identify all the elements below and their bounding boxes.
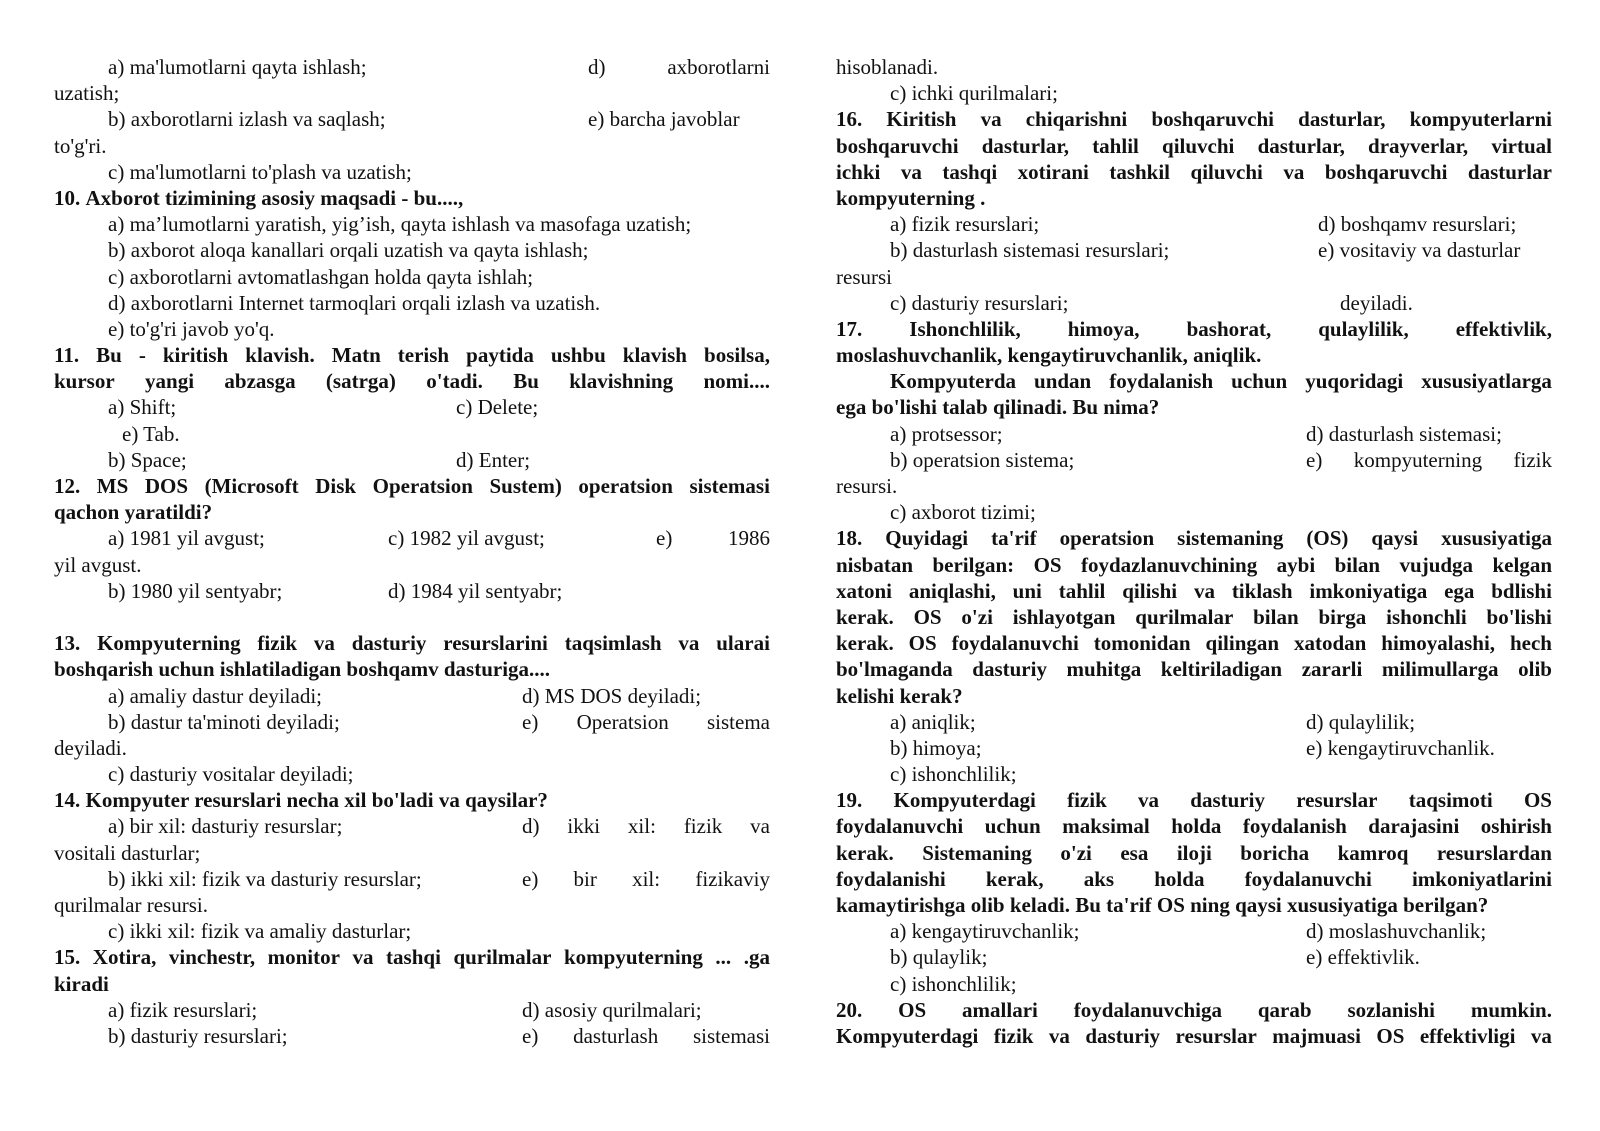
answer-continuation: yil avgust. <box>54 552 142 577</box>
option-b: b) 1980 yil sentyabr; <box>108 578 283 603</box>
answer-line <box>836 735 1552 761</box>
option-c: c) Delete; <box>456 395 539 420</box>
question-12-line-1: 12. MS DOS (Microsoft Disk Operatsion Sustem) operatsion sistemasi <box>54 474 770 498</box>
question-15-line-1: 15. Xotira, vinchestr, monitor va tashqi qurilmalar kompyuterning ... .ga <box>54 945 770 970</box>
option-a: a) ma'lumotlarni qayta ishlash; <box>108 55 367 79</box>
answer-continuation: uzatish; <box>54 81 120 106</box>
option-c: c) ikki xil: fizik va amaliy dasturlar; <box>108 919 412 944</box>
answer-line <box>836 211 1552 237</box>
answer-line <box>54 709 770 735</box>
option-a: a) fizik resurslari; <box>890 212 1040 237</box>
question-17-line-3: Kompyuterda undan foydalanish uchun yuqoridagi xususiyatlarga <box>890 369 1552 394</box>
answer-line <box>54 997 770 1023</box>
option-c: c) 1982 yil avgust; <box>388 526 545 551</box>
question-18-line-7: kelishi kerak? <box>836 683 963 708</box>
option-b: b) dasturiy resurslari; <box>108 1023 288 1048</box>
option-c: c) ishonchlilik; <box>890 762 1017 787</box>
answer-continuation: hisoblanadi. <box>836 55 939 79</box>
answer-continuation: to'g'ri. <box>54 133 107 158</box>
option-b: b) ikki xil: fizik va dasturiy resurslar; <box>108 866 422 891</box>
option-d-text: axborotlarni <box>667 55 770 79</box>
option-a: a) amaliy dastur deyiladi; <box>108 683 323 708</box>
question-10: 10. Axborot tizimining asosiy maqsadi - bu...., <box>54 185 464 210</box>
answer-continuation: resursi <box>836 264 892 289</box>
question-15-line-2: kiradi <box>54 971 109 996</box>
answer-line <box>836 421 1552 447</box>
question-19-line-4: foydalanishi kerak, aks holda foydalanuvchi imkoniyatlarini <box>836 866 1552 891</box>
question-16-line-3: ichki va tashqi xotirani tashkil qiluvchi va boshqaruvchi dasturlar <box>836 159 1552 184</box>
option-c: c) axborotlarni avtomatlashgan holda qayta ishlah; <box>108 264 534 289</box>
question-18-line-2: nisbatan berilgan: OS foydazlanuvchining aybi bilan vujudga kelgan <box>836 552 1552 577</box>
option-d: d) axborotlarni Internet tarmoqlari orqali izlash va uzatish. <box>108 290 601 315</box>
option-e: e) bir xil: fizikaviy <box>522 866 770 891</box>
answer-line <box>54 54 770 80</box>
question-18-line-4: kerak. OS o'zi ishlayotgan qurilmalar bilan birga ishonchli bo'lishi <box>836 604 1552 629</box>
option-b: b) axborotlarni izlash va saqlash; <box>108 107 386 132</box>
option-c: c) ma'lumotlarni to'plash va uzatish; <box>108 159 412 184</box>
question-19-line-1: 19. Kompyuterdagi fizik va dasturiy resurslar taqsimoti OS <box>836 788 1552 813</box>
option-e: e) dasturlash sistemasi <box>522 1023 770 1048</box>
option-b: b) qulaylik; <box>890 945 988 970</box>
question-19-line-3: kerak. Sistemaning o'zi esa iloji boricha kamroq resurslardan <box>836 840 1552 865</box>
answer-continuation: resursi. <box>836 474 898 498</box>
question-12-line-2: qachon yaratildi? <box>54 500 213 525</box>
question-20-line-2: Kompyuterdagi fizik va dasturiy resurslar majmuasi OS effektivligi va <box>836 1023 1552 1048</box>
option-c: c) dasturiy resurslari; <box>890 290 1069 315</box>
option-b: b) axborot aloqa kanallari orqali uzatish va qayta ishlash; <box>108 238 589 263</box>
option-a: a) bir xil: dasturiy resurslar; <box>108 814 343 839</box>
left-column <box>54 54 770 1049</box>
question-16-line-2: boshqaruvchi dasturlar, tahlil qiluvchi dasturlar, drayverlar, virtual <box>836 133 1552 158</box>
option-d: d) dasturlash sistemasi; <box>1306 421 1502 446</box>
option-d: d) boshqamv resurslari; <box>1318 212 1517 237</box>
answer-line <box>54 578 770 604</box>
option-c: c) dasturiy vositalar deyiladi; <box>108 762 354 787</box>
answer-line <box>54 447 770 473</box>
question-18-line-5: kerak. OS foydalanuvchi tomonidan qilingan xatodan himoyalashi, hech <box>836 631 1552 656</box>
question-20-line-1: 20. OS amallari foydalanuvchiga qarab sozlanishi mumkin. <box>836 997 1552 1022</box>
question-19-line-2: foydalanuvchi uchun maksimal holda foydalanish darajasini oshirish <box>836 814 1552 839</box>
option-e: e) to'g'ri javob yo'q. <box>108 316 275 341</box>
question-17-line-4: ega bo'lishi talab qilinadi. Bu nima? <box>836 395 1160 420</box>
option-b: b) himoya; <box>890 735 982 760</box>
answer-line <box>836 447 1552 473</box>
option-b: b) dastur ta'minoti deyiladi; <box>108 709 340 734</box>
option-a: a) 1981 yil avgust; <box>108 526 265 551</box>
answer-line <box>836 709 1552 735</box>
option-d: d) ikki xil: fizik va <box>522 814 770 839</box>
option-d-letter: d) <box>588 55 606 79</box>
option-a: a) fizik resurslari; <box>108 997 258 1022</box>
answer-line <box>54 866 770 892</box>
option-c: c) axborot tizimi; <box>890 500 1036 525</box>
question-13-line-2: boshqarish uchun ishlatiladigan boshqamv dasturiga.... <box>54 657 551 682</box>
option-d: d) 1984 yil sentyabr; <box>388 578 563 603</box>
option-c: c) ichki qurilmalari; <box>890 81 1058 106</box>
question-18-line-3: xatoni aniqlashi, uni tahlil qilishi va tiklash imkoniyatiga ega bdlishi <box>836 578 1552 603</box>
option-d: d) MS DOS deyiladi; <box>522 683 702 708</box>
option-e-letter: e) <box>656 526 673 551</box>
question-19-line-5: kamaytirishga olib keladi. Bu ta'rif OS ning qaysi xususiyatiga berilgan? <box>836 893 1489 917</box>
option-a: a) Shift; <box>108 395 177 420</box>
option-d: d) asosiy qurilmalari; <box>522 997 702 1022</box>
option-e: e) kompyuterning fizik <box>1306 447 1552 472</box>
question-11-line-2: kursor yangi abzasga (satrga) o'tadi. Bu klavishning nomi.... <box>54 369 770 394</box>
answer-line <box>54 525 770 551</box>
question-13-line-1: 13. Kompyuterning fizik va dasturiy resurslarini taqsimlash va ularai <box>54 631 770 656</box>
answer-line <box>54 1023 770 1049</box>
option-e: e) vositaviy va dasturlar <box>1318 238 1521 263</box>
question-11-line-1: 11. Bu - kiritish klavish. Matn terish paytida ushbu klavish bosilsa, <box>54 343 770 368</box>
option-e: e) kengaytiruvchanlik. <box>1306 735 1495 760</box>
option-e: e) Operatsion sistema <box>522 709 770 734</box>
option-e: e) effektivlik. <box>1306 945 1420 970</box>
option-a: a) ma’lumotlarni yaratish, yig’ish, qayta ishlash va masofaga uzatish; <box>108 212 692 237</box>
option-b: b) Space; <box>108 447 187 472</box>
blank-line <box>54 604 770 630</box>
answer-line <box>54 813 770 839</box>
option-e: e) Tab. <box>122 421 180 446</box>
option-c: c) ishonchlilik; <box>890 971 1017 996</box>
answer-line <box>54 394 770 420</box>
right-column <box>836 54 1552 1049</box>
answer-line <box>836 944 1552 970</box>
answer-line <box>836 290 1552 316</box>
answer-continuation: qurilmalar resursi. <box>54 893 208 917</box>
answer-continuation: vositali dasturlar; <box>54 840 201 865</box>
question-16-line-4: kompyuterning . <box>836 185 986 210</box>
question-16-line-1: 16. Kiritish va chiqarishni boshqaruvchi dasturlar, kompyuterlarni <box>836 107 1552 132</box>
answer-line <box>54 683 770 709</box>
option-e-text: 1986 <box>728 526 770 551</box>
answer-line <box>54 106 770 132</box>
option-a: a) aniqlik; <box>890 709 976 734</box>
option-a: a) protsessor; <box>890 421 1003 446</box>
option-d: d) qulaylilik; <box>1306 709 1416 734</box>
option-d: d) Enter; <box>456 447 531 472</box>
answer-continuation-text: deyiladi. <box>1340 290 1413 315</box>
question-14: 14. Kompyuter resurslari necha xil bo'ladi va qaysilar? <box>54 788 548 813</box>
question-17-line-1: 17. Ishonchlilik, himoya, bashorat, qulaylilik, effektivlik, <box>836 316 1552 341</box>
answer-line <box>836 918 1552 944</box>
option-d: d) moslashuvchanlik; <box>1306 919 1487 944</box>
answer-line <box>836 237 1552 263</box>
question-17-line-2: moslashuvchanlik, kengaytiruvchanlik, aniqlik. <box>836 343 1262 368</box>
option-a: a) kengaytiruvchanlik; <box>890 919 1080 944</box>
option-e: e) barcha javoblar <box>588 107 740 132</box>
option-b: b) dasturlash sistemasi resurslari; <box>890 238 1170 263</box>
question-18-line-1: 18. Quyidagi ta'rif operatsion sistemaning (OS) qaysi xususiyatiga <box>836 526 1552 551</box>
answer-continuation: deyiladi. <box>54 735 127 760</box>
option-b: b) operatsion sistema; <box>890 447 1075 472</box>
question-18-line-6: bo'lmaganda dasturiy muhitga keltiriladigan zararli milimullarga olib <box>836 657 1552 682</box>
